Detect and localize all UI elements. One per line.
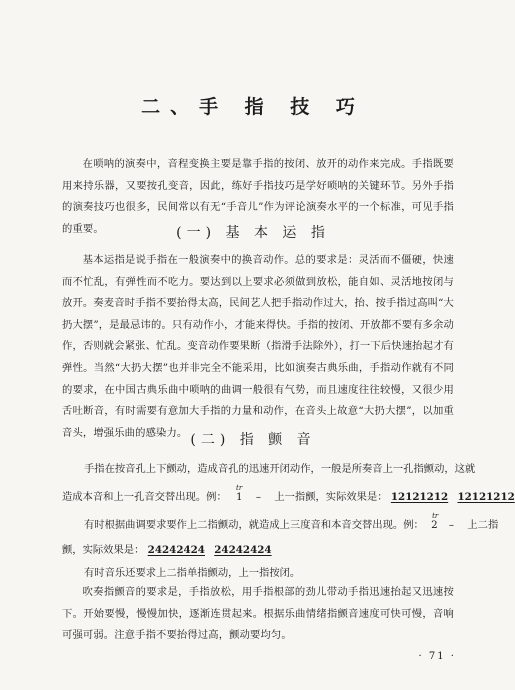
trill-text: 上一指颤，实际效果是： [274, 491, 388, 503]
chapter-title: 二、手 指 技 巧 [141, 96, 365, 118]
example-note-2: tr 2 [431, 518, 438, 532]
trill-mark: tr [432, 512, 439, 520]
effect-notation: 24242424 [214, 544, 272, 556]
page-number: · 71 · [418, 651, 456, 662]
effect-notation: 12121212 [457, 491, 515, 503]
effect-notation: 24242424 [147, 544, 205, 556]
trill-paragraph3: 有时音乐还要求上二指单指颤动，上一指按闭。 [84, 567, 301, 579]
trill-paragraph-line1: 手指在按音孔上下颤动，造成音孔的迅速开闭动作，一般是所奏音上一孔指颤动，这就 [84, 463, 476, 475]
trill-text: 造成本音和上一孔音交替出现。例： [62, 491, 227, 503]
trill-paragraph2-line1: 有时根据曲调要求要作上二指颤动，就造成上三度音和本音交替出现。例： tr 2 – 上二指 [84, 518, 476, 532]
section-heading-basic-fingering: (一) 基 本 运 指 [176, 225, 330, 241]
basic-fingering-paragraph: 基本运指是说手指在一般演奏中的换音动作。总的要求是：灵活而不僵硬，快速而不忙乱，有弹性而不吃力。要达到以上要求必须做到放松，能自如、灵活地按闭与放开。奏麦音时手指不要抬得太高，民间艺人把手指动作过大，抬、按手指过高叫“大扔大摆”，是最忌讳的。只有动作小，才能来得快。手指的按闭、开放都不要有多余动作，否则就会紧张、忙乱。变音动作要果断（指滑手法除外），打一下后快速抬起才有弹性。当然“大扔大摆”也并非完全不能采用，比如演奏古典乐曲，手指动作就有不同的要求，在中国古典乐曲中唢呐的曲调一般很有气势，而且速度往往较慢，又很少用舌吐断音，有时需要有意加大手指的力量和动作，在音头上故意“大扔大摆”，以加重音头，增强乐曲的感染力。 [62, 254, 454, 439]
trill-paragraph2-line2: 颤，实际效果是： 24242424 24242424 [62, 544, 272, 556]
intro-paragraph: 在唢呐的演奏中，音程变换主要是靠手指的按闭、放开的动作来完成。手指既要用来持乐器，又要按孔变音，因此，练好手指技巧是学好唢呐的关键环节。另外手指的演奏技巧也很多，民间常以有无“手音儿”作为评论演奏水平的一个标准，可见手指的重要。 [62, 158, 454, 235]
section-heading-finger-trill: (二) 指 颤 音 [190, 432, 316, 448]
trill-mark: tr [236, 484, 243, 492]
trill-paragraph4: 吹奏指颤音的要求是，手指放松，用手指根部的劲儿带动手指迅速抬起又迅速按下。开始要慢，慢慢加快，逐渐连贯起来。根据乐曲情绪指颤音速度可快可慢，音响可强可弱。注意手指不要抬得过高，颤动要均匀。 [62, 586, 454, 642]
trill-paragraph-line2: 造成本音和上一孔音交替出现。例： tr 1 – 上一指颤，实际效果是： 12121212 12121212 [62, 490, 454, 504]
effect-notation: 12121212 [390, 491, 449, 503]
example-note-1: tr 1 [236, 490, 243, 504]
